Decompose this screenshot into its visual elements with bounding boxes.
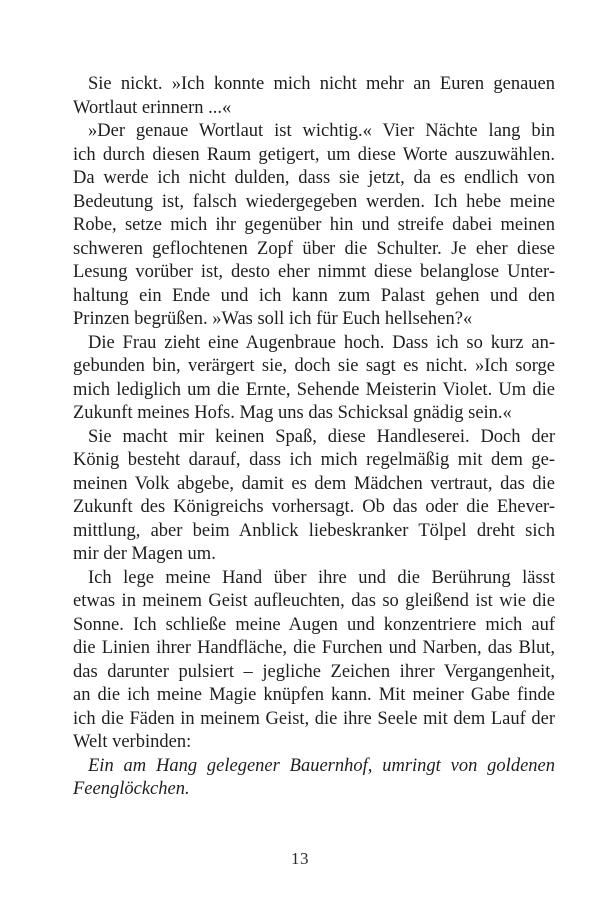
text-line: Lesung vorüber ist, desto eher nimmt diese belanglose Unter-	[73, 262, 555, 282]
text-line: haltung ein Ende und ich kann zum Palast gehen und den	[73, 285, 555, 306]
text-line: meinen Volk abgebe, damit es dem Mädchen vertraut, das die	[73, 473, 555, 494]
text-line: Sie nickt. »Ich konnte mich nicht mehr an Euren genauen	[88, 74, 555, 94]
text-line: Robe, setze mich ihr gegenüber hin und streife dabei meinen	[73, 215, 555, 235]
text-line: mittlung, aber beim Anblick liebeskranker Tölpel dreht sich	[73, 520, 555, 541]
text-line: mir der Magen um.	[73, 544, 216, 564]
text-line: Zukunft des Königreichs vorhersagt. Ob das oder die Ehever-	[73, 497, 555, 517]
text-line: schweren geflochtenen Zopf über die Schulter. Je eher diese	[73, 238, 555, 259]
text-line: Wortlaut erinnern ...«	[73, 97, 232, 118]
text-line: Feenglöckchen.	[73, 779, 190, 799]
paragraph	[73, 120, 555, 332]
text-line: Da werde ich nicht dulden, dass sie jetzt, da es endlich von	[73, 168, 555, 188]
text-line: Prinzen begrüßen. »Was soll ich für Euch hellsehen?«	[73, 309, 473, 329]
text-line: das darunter pulsiert – jegliche Zeichen ihrer Vergangenheit,	[73, 661, 555, 682]
paragraph	[73, 73, 555, 120]
paragraph	[73, 755, 555, 802]
text-line: an die ich meine Magie knüpfen kann. Mit meiner Gabe finde	[73, 685, 555, 705]
text-line: mich lediglich um die Ernte, Sehende Meisterin Violet. Um die	[73, 379, 555, 400]
text-line: Sie macht mir keinen Spaß, diese Handleserei. Doch der	[88, 426, 555, 447]
text-line: Zukunft meines Hofs. Mag uns das Schicksal gnädig sein.«	[73, 403, 512, 423]
page-text	[73, 73, 555, 802]
paragraph	[73, 567, 555, 755]
text-line: »Der genaue Wortlaut ist wichtig.« Vier Nächte lang bin	[88, 121, 555, 141]
text-line: ich die Fäden in meinem Geist, die ihre Seele mit dem Lauf der	[73, 708, 555, 729]
text-line: Die Frau zieht eine Augenbraue hoch. Dass ich so kurz an-	[88, 332, 555, 353]
text-line: Welt verbinden:	[73, 732, 192, 752]
paragraph	[73, 426, 555, 567]
text-line: Sonne. Ich schließe meine Augen und konzentriere mich auf	[73, 614, 555, 635]
text-line: Ich lege meine Hand über ihre und die Berührung lässt	[88, 567, 555, 588]
paragraph	[73, 332, 555, 426]
text-line: die Linien ihrer Handfläche, die Furchen und Narben, das Blut,	[73, 638, 555, 658]
text-line: Ein am Hang gelegener Bauernhof, umringt von goldenen	[88, 755, 555, 776]
text-line: Bedeutung ist, falsch wiedergegeben werden. Ich hebe meine	[73, 191, 555, 212]
text-line: etwas in meinem Geist aufleuchten, das so gleißend ist wie die	[73, 591, 555, 611]
text-line: gebunden bin, verärgert sie, doch sie sagt es nicht. »Ich sorge	[73, 356, 555, 376]
page-number: 13	[291, 849, 309, 868]
text-line: ich durch diesen Raum getigert, um diese Worte auszuwählen.	[73, 144, 555, 165]
text-line: König besteht darauf, dass ich mich regelmäßig mit dem ge-	[73, 450, 555, 470]
